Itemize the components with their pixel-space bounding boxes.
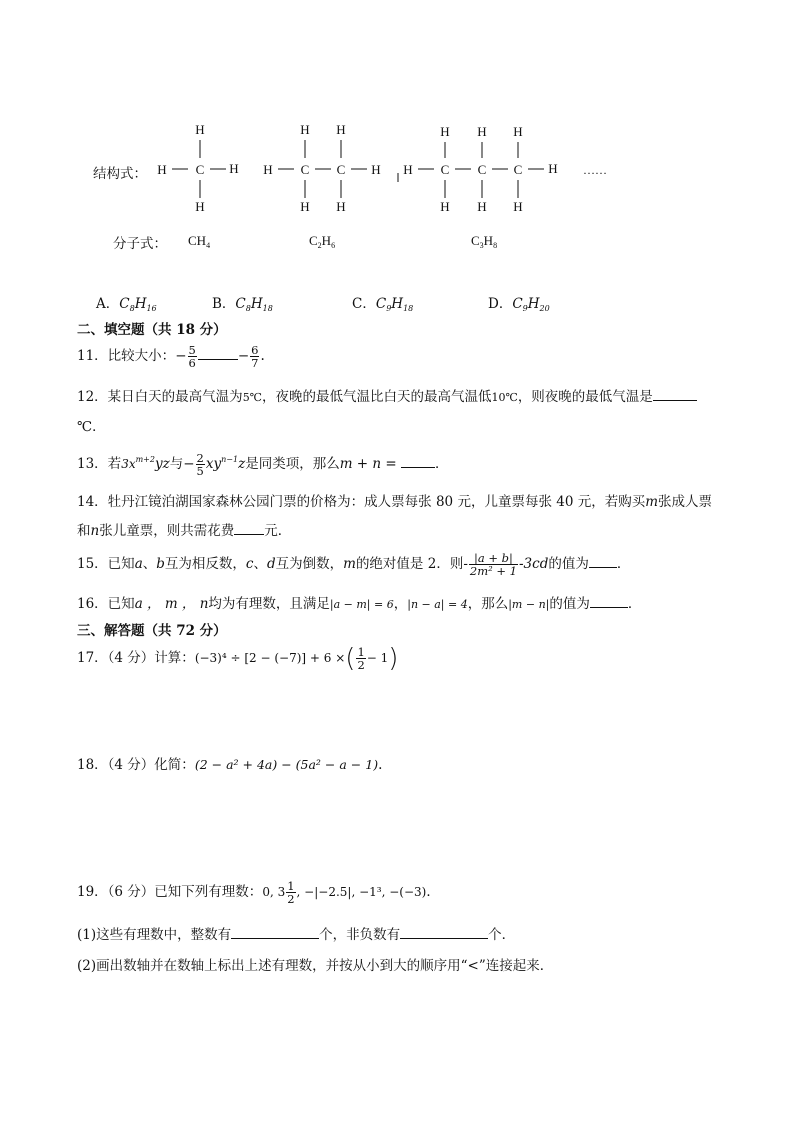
atom-h: H [513,199,523,214]
atom-h: H [300,122,310,137]
atom-c: C [300,162,310,177]
formula-label: 分子式： [113,236,167,252]
question-19-part1: (1)这些有理数中，整数有 个，非负数有 个． [77,923,515,943]
atom-c: C [513,162,523,177]
ellipsis: …… [583,163,607,177]
formula-c3h8: $C_3H_8$ [471,233,498,250]
atom-h: H [440,124,450,139]
question-17: 17．（4 分）计算：(−3)⁴ ÷ [2 − (−7)] + 6 ×( $\frac{1}{2}$ − 1) [77,643,399,674]
atom-h: H [336,199,346,214]
option-a[interactable]: A．$C_8H_{16}$ [96,296,157,313]
atom-h: H [157,162,167,177]
question-13: 13．若$3x^{m+2}yz$与− $\frac{2}{5}$ $xy^{n-1}z$是同类项，那么m + n = ． [77,451,449,478]
structure-label: 结构式： [93,166,147,182]
atom-h: H [263,162,273,177]
answer-blank[interactable] [234,520,264,535]
option-b[interactable]: B．$C_8H_{18}$ [212,296,273,313]
question-19-part2: (2)画出数轴并在数轴上标出上述有理数，并按从小到大的顺序用“<”连接起来． [77,958,554,974]
answer-blank[interactable] [231,924,319,939]
atom-c: C [336,162,346,177]
question-12-unit: ℃． [77,419,106,435]
structural-formula-diagram [150,118,630,222]
atom-h: H [477,124,487,139]
answer-blank[interactable] [653,386,697,401]
atom-h: H [371,162,381,177]
option-c[interactable]: C．$C_9H_{18}$ [352,296,414,313]
answer-blank[interactable] [589,553,617,568]
answer-blank[interactable] [198,345,238,360]
atom-c: C [195,162,205,177]
atom-h: H [300,199,310,214]
answer-blank[interactable] [400,924,488,939]
formula-c2h6: $C_2H_6$ [309,233,336,250]
formula-ch4: $CH_4$ [188,233,211,250]
section-title-fill-in: 二、填空题（共 18 分） [77,322,227,338]
option-d[interactable]: D．$C_9H_{20}$ [488,296,550,313]
atom-h: H [440,199,450,214]
question-12: 12．某日白天的最高气温为5℃，夜晚的最低气温比白天的最高气温低10℃，则夜晚的最低气温是 [77,385,697,405]
atom-c: C [477,162,487,177]
question-18: 18．（4 分）化简：(2 − a² + 4a) − (5a² − a − 1). [77,757,383,773]
atom-h: H [513,124,523,139]
question-11: 11．比较大小：− $\frac{5}{6}$ − $\frac{6}{7}$ . [77,343,265,370]
atom-h: H [477,199,487,214]
answer-blank[interactable] [401,453,435,468]
atom-h: H [195,199,205,214]
question-16: 16．已知a ， m ， n均为有理数，且满足|a − m| = 6，|n − a| = 4，那么|m − n|的值为 ． [77,592,641,612]
atom-h: H [229,161,239,176]
atom-h: H [336,122,346,137]
answer-blank[interactable] [590,593,628,608]
atom-h: H [195,122,205,137]
atom-h: H [548,161,558,176]
atom-h: H [403,162,413,177]
section-title-solve: 三、解答题（共 72 分） [77,623,227,639]
question-14-line2: 和n张儿童票，则共需花费 元． [77,519,291,539]
question-15: 15．已知a、b互为相反数，c、d互为倒数，m的绝对值是 2．则- $\frac{|a + b|}{\text{2m² + 1}}$ -3cd的值为 ． [77,551,631,578]
atom-c: C [440,162,450,177]
question-14: 14．牡丹江镜泊湖国家森林公园门票的价格为：成人票每张 80 元，儿童票每张 40 元，若购买m张成人票 [77,494,713,510]
question-19: 19．（6 分）已知下列有理数：0, 3 $\frac{1}{2}$ , −|−2.5|, −1³, −(−3)． [77,879,440,906]
